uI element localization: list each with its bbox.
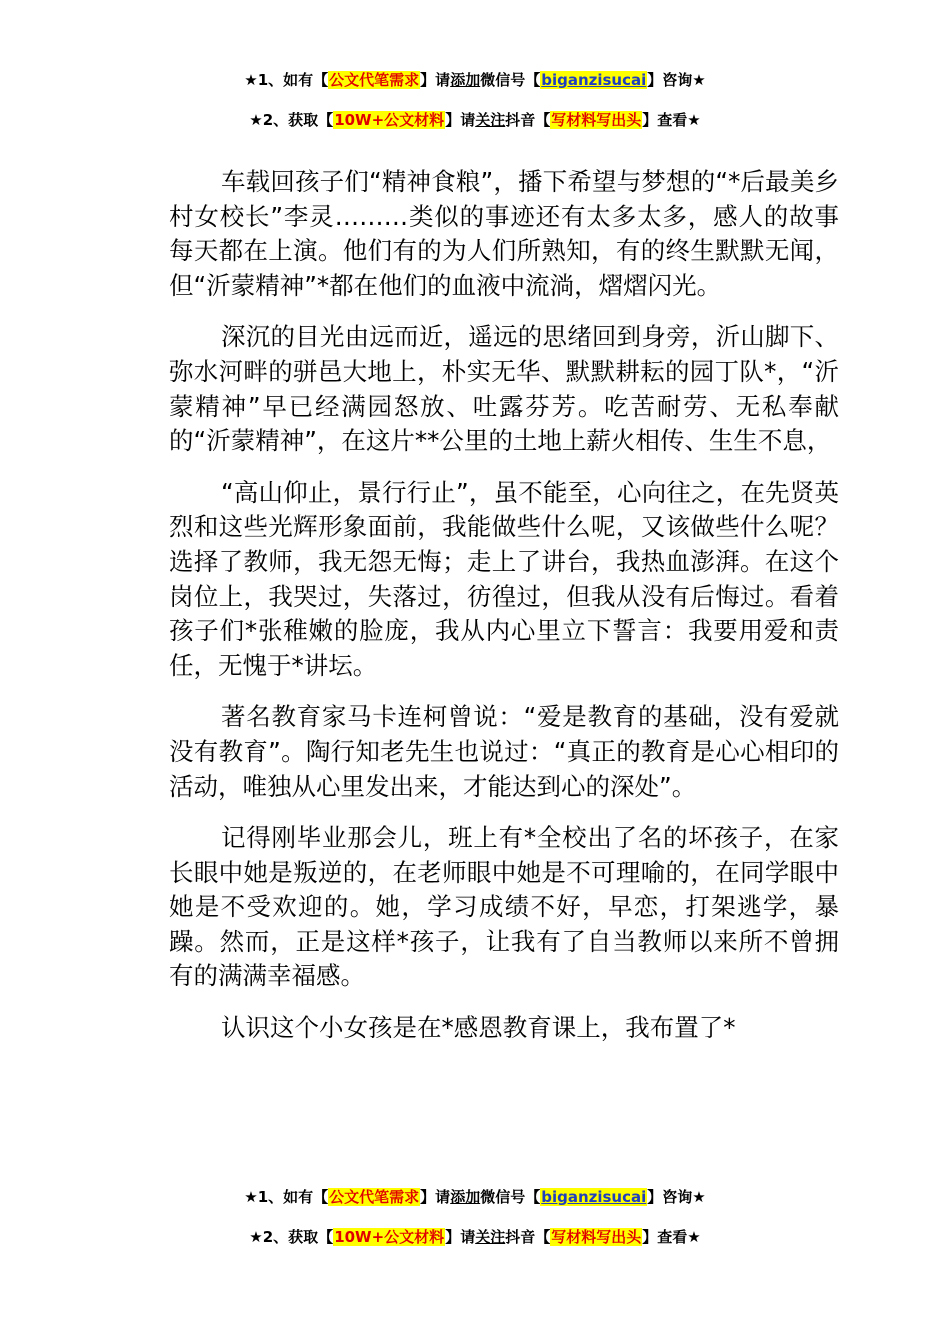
paragraph-1: 车载回孩子们“精神食粮”，播下希望与梦想的“*后最美乡村女校长”李灵………类似的事迹还有太多太多，感人的故事每天都在上演。他们有的为人们所熟知，有的终生默默无闻，但“沂蒙精神”*都在他们的血液中流淌，熠熠闪光。 xyxy=(169,167,839,300)
banner-wechat-id: biganzisucai xyxy=(541,1188,647,1206)
paragraph-3: “高山仰止，景行行止”，虽不能至，心向往之，在先贤英烈和这些光辉形象面前，我能做些什么呢，又该做些什么呢？选择了教师，我无怨无悔；走上了讲台，我热血澎湃。在这个岗位上，我哭过，失落过，彷徨过，但我从没有后悔过。看着孩子们*张稚嫩的脸庞，我从内心里立下誓言：我要用爱和责任，无愧于*讲坛。 xyxy=(169,477,839,680)
banner-douyin-id: 写材料写出头 xyxy=(551,111,642,129)
banner-prefix: 2、获取【 xyxy=(262,111,334,129)
banner-emphasis: 添加 xyxy=(450,71,481,89)
banner-emphasis: 关注 xyxy=(475,1228,506,1246)
banner-highlight-materials: 10W+公文材料 xyxy=(334,111,445,129)
footer-banner-2 xyxy=(0,1227,950,1247)
banner-middle: 】请 xyxy=(420,71,451,89)
banner-emphasis: 添加 xyxy=(450,1188,481,1206)
paragraph-4: 著名教育家马卡连柯曾说：“爱是教育的基础，没有爱就没有教育”。陶行知老先生也说过：“真正的教育是心心相印的活动，唯独从心里发出来，才能达到心的深处”。 xyxy=(169,702,839,801)
banner-highlight-service: 公文代笔需求 xyxy=(329,71,420,89)
banner-emphasis: 关注 xyxy=(475,111,506,129)
star-icon: ★ xyxy=(244,1188,258,1206)
banner-middle-b: 抖音【 xyxy=(505,1228,551,1246)
footer-banner-1 xyxy=(0,1187,950,1207)
banner-middle: 】请 xyxy=(445,111,476,129)
star-icon: ★ xyxy=(249,111,263,129)
header-banner-2 xyxy=(0,110,950,130)
banner-suffix: 】查看★ xyxy=(642,111,701,129)
header-banner-1 xyxy=(0,70,950,90)
banner-suffix: 】查看★ xyxy=(642,1228,701,1246)
banner-suffix: 】咨询★ xyxy=(647,1188,706,1206)
paragraph-6: 认识这个小女孩是在*感恩教育课上，我布置了* xyxy=(221,1013,736,1043)
banner-middle-b: 微信号【 xyxy=(480,1188,541,1206)
banner-wechat-id: biganzisucai xyxy=(541,71,647,89)
banner-highlight-materials: 10W+公文材料 xyxy=(334,1228,445,1246)
banner-middle-b: 抖音【 xyxy=(505,111,551,129)
paragraph-2: 深沉的目光由远而近，遥远的思绪回到身旁，沂山脚下、弥水河畔的骈邑大地上，朴实无华、默默耕耘的园丁队*，“沂蒙精神”早已经满园怒放、吐露芬芳。吃苦耐劳、无私奉献的“沂蒙精神”，在这片**公里的土地上薪火相传、生生不息， xyxy=(169,322,839,456)
banner-prefix: 2、获取【 xyxy=(262,1228,334,1246)
paragraph-5: 记得刚毕业那会儿，班上有*全校出了名的坏孩子，在家长眼中她是叛逆的，在老师眼中她是不可理喻的，在同学眼中她是不受欢迎的。她，学习成绩不好，早恋，打架逃学，暴躁。然而，正是这样*孩子，让我有了自当教师以来所不曾拥有的满满幸福感。 xyxy=(169,823,839,991)
banner-suffix: 】咨询★ xyxy=(647,71,706,89)
banner-middle-b: 微信号【 xyxy=(480,71,541,89)
star-icon: ★ xyxy=(244,71,258,89)
banner-middle: 】请 xyxy=(445,1228,476,1246)
banner-middle: 】请 xyxy=(420,1188,451,1206)
document-body xyxy=(169,165,839,1063)
banner-highlight-service: 公文代笔需求 xyxy=(329,1188,420,1206)
star-icon: ★ xyxy=(249,1228,263,1246)
banner-prefix: 1、如有【 xyxy=(257,1188,329,1206)
banner-douyin-id: 写材料写出头 xyxy=(551,1228,642,1246)
banner-prefix: 1、如有【 xyxy=(257,71,329,89)
